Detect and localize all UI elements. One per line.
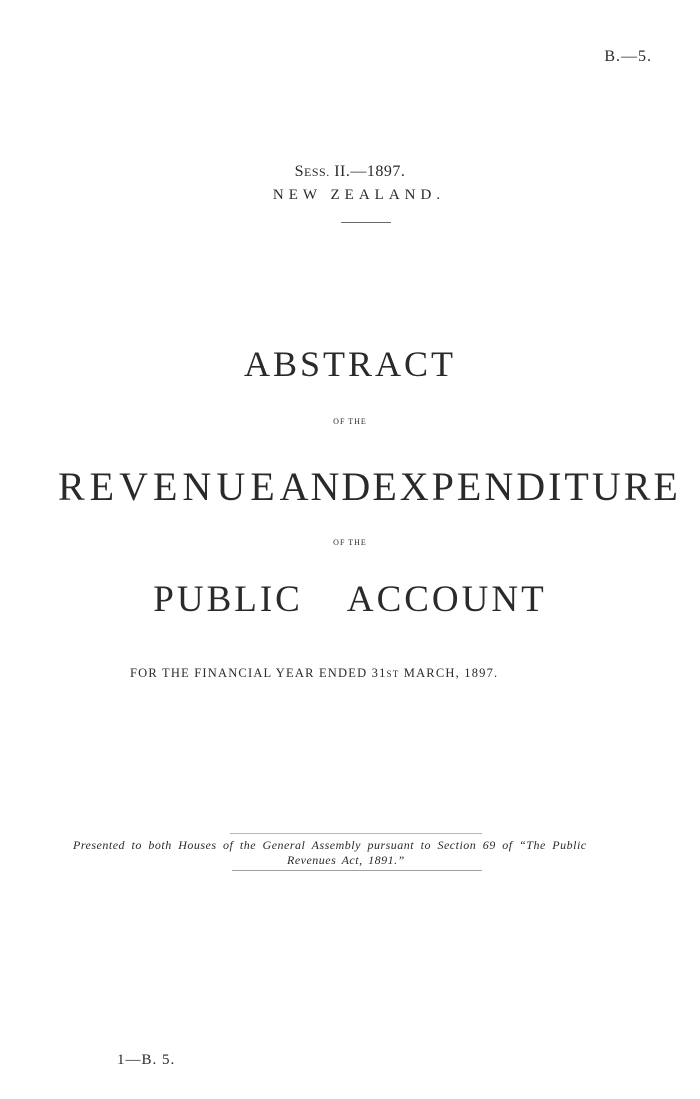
title-word-revenue: REVENUE bbox=[58, 464, 280, 509]
fiscal-year-ordinal: ST bbox=[386, 669, 400, 679]
presented-note-line-2: Revenues Act, 1891.” bbox=[287, 853, 405, 867]
title-word-public: PUBLIC bbox=[153, 579, 303, 620]
fiscal-year-suffix: MARCH, 1897. bbox=[399, 666, 499, 680]
session-prefix-rest: ESS. bbox=[304, 165, 330, 179]
title-word-and: AND bbox=[279, 464, 373, 509]
fiscal-year-prefix: FOR THE FINANCIAL YEAR ENDED 31 bbox=[130, 666, 387, 680]
title-public-account bbox=[0, 578, 700, 621]
of-the-connector-2: OF THE bbox=[333, 538, 367, 547]
country-name: NEW ZEALAND. bbox=[272, 187, 446, 203]
of-the-connector-1: OF THE bbox=[333, 417, 367, 426]
page-reference: B.—5. bbox=[604, 48, 652, 65]
divider-presented-bottom bbox=[232, 870, 482, 871]
session-line bbox=[0, 163, 700, 181]
presented-note-line-1: Presented to both Houses of the General Assembly pursuant to Section 69 of “The Public bbox=[73, 838, 587, 852]
divider-short bbox=[341, 222, 391, 223]
divider-presented-top bbox=[230, 833, 482, 834]
session-prefix-initial: S bbox=[294, 163, 305, 180]
fiscal-year-line bbox=[130, 666, 498, 681]
title-word-expenditure: EXPENDITURE bbox=[372, 464, 681, 509]
title-revenue-expenditure bbox=[58, 463, 681, 510]
title-abstract: ABSTRACT bbox=[243, 344, 457, 384]
footer-reference: 1—B. 5. bbox=[117, 1052, 176, 1068]
title-word-account: ACCOUNT bbox=[346, 579, 547, 620]
session-suffix: II.—1897. bbox=[329, 163, 406, 180]
